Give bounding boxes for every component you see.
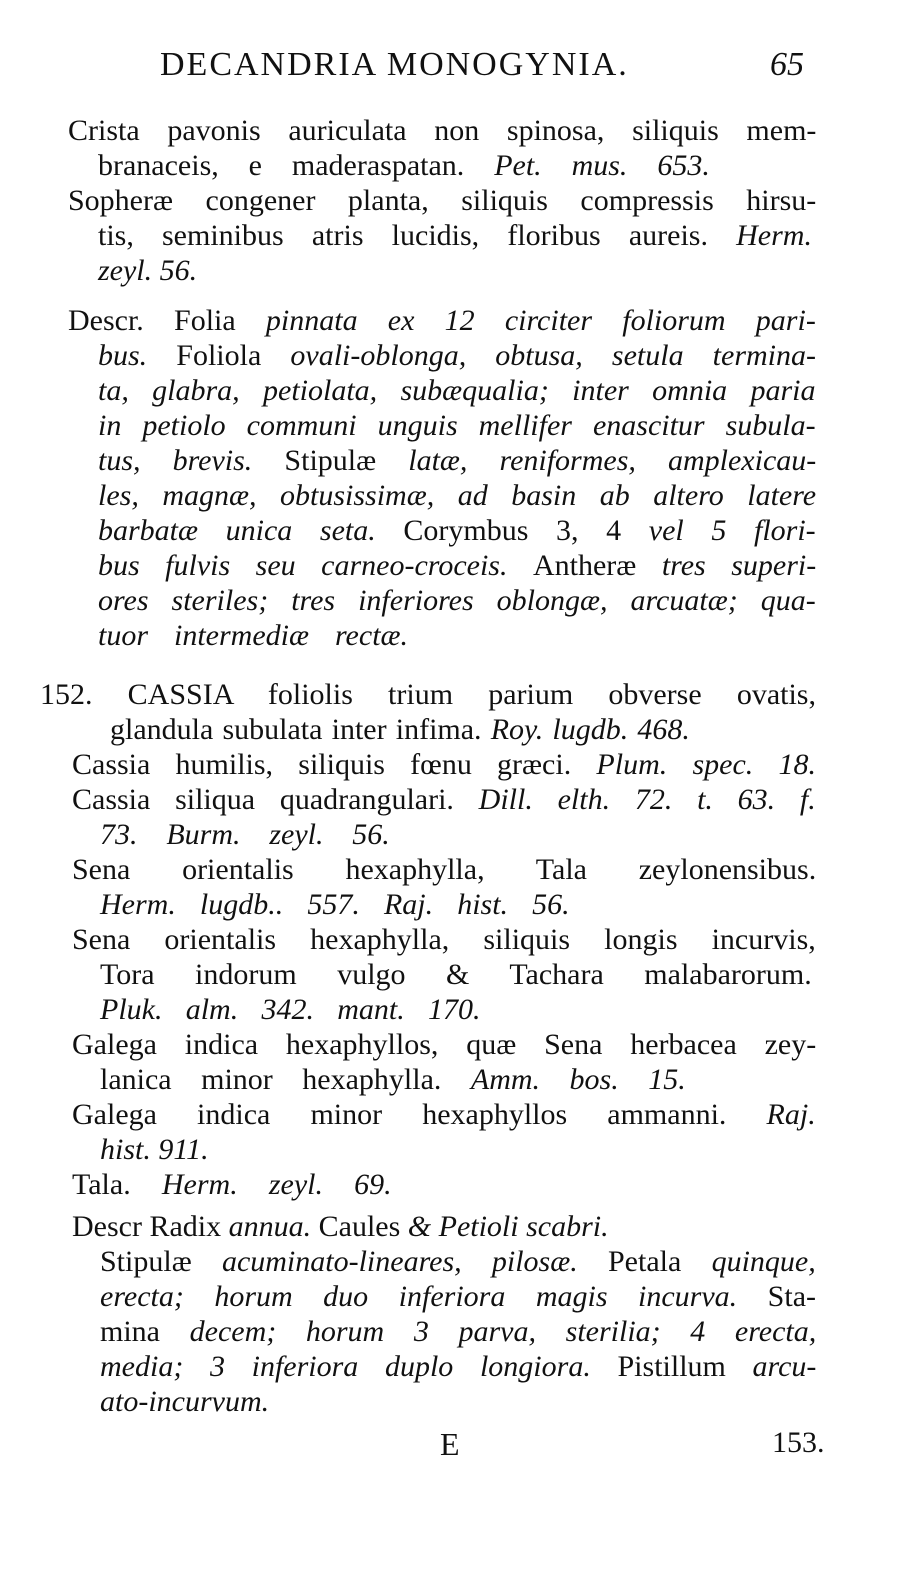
roman-segment: Foliola (176, 339, 291, 372)
italic-segment: hist. 911. (100, 1133, 209, 1166)
italic-segment: & Petioli scabri. (407, 1210, 609, 1243)
italic-segment: Pluk. alm. 342. mant. 170. (100, 993, 481, 1026)
italic-segment: acuminato-lineares, pilosæ. (221, 1245, 608, 1278)
roman-segment: branaceis, e maderaspatan. (98, 149, 495, 182)
text-line (100, 1280, 816, 1314)
italic-segment: Pet. mus. 653. (494, 149, 710, 182)
page-header (0, 46, 900, 86)
text-line (72, 748, 816, 782)
roman-segment: Antheræ (532, 549, 662, 582)
italic-segment: in petiolo communi unguis mellifer enascitur subula- (98, 409, 816, 442)
text-line (100, 1133, 209, 1167)
roman-segment: Pistillum (617, 1350, 753, 1383)
text-line (100, 1245, 816, 1279)
roman-segment: Stipulæ (284, 444, 409, 477)
italic-segment: Herm. lugdb.. 557. Raj. hist. 56. (100, 888, 570, 921)
italic-segment: vel 5 flori- (648, 514, 816, 547)
italic-segment: zeyl. 56. (98, 254, 198, 287)
roman-segment: lanica minor hexaphylla. (100, 1063, 471, 1096)
italic-segment: ores steriles; tres inferiores oblongæ, arcuatæ; qua- (98, 584, 816, 617)
roman-segment: Petala (608, 1245, 712, 1278)
page-number: 65 (770, 46, 804, 83)
roman-segment: Tala. (72, 1168, 162, 1201)
text-line (100, 993, 480, 1027)
catchword: 153. (772, 1426, 825, 1459)
text-line (100, 888, 570, 922)
text-line (98, 584, 816, 618)
text-line (100, 818, 390, 852)
text-line (72, 1098, 816, 1132)
italic-segment: arcu- (752, 1350, 817, 1383)
text-line (98, 514, 816, 548)
roman-segment: Stipulæ (100, 1245, 222, 1278)
italic-segment: ta, glabra, petiolata, subæqualia; inter omnia paria (98, 374, 816, 407)
roman-segment: Tora indorum vulgo & Tachara malabarorum. (100, 958, 812, 991)
roman-segment: Caules (318, 1210, 408, 1243)
italic-segment: bus. (98, 339, 177, 372)
roman-segment: Sena orientalis hexaphylla, Tala zeylonensibus. (72, 853, 817, 886)
italic-segment: ovali-oblonga, obtusa, setula termina- (290, 339, 816, 372)
italic-segment: Herm. zeyl. 69. (161, 1168, 392, 1201)
italic-segment: tres superi- (661, 549, 817, 582)
text-line (100, 1063, 686, 1097)
text-line (98, 254, 197, 288)
text-line (72, 783, 816, 817)
text-line (98, 549, 816, 583)
italic-segment: tuor intermediæ rectæ. (98, 619, 409, 652)
text-line (100, 1350, 816, 1384)
text-line (98, 374, 816, 408)
text-line (40, 678, 816, 712)
roman-segment: Crista pavonis auriculata non spinosa, siliquis mem- (68, 114, 817, 147)
roman-segment: Sena orientalis hexaphylla, siliquis longis incurvis, (72, 923, 816, 956)
italic-segment: Dill. elth. 72. t. 63. f. (478, 783, 816, 816)
text-line (72, 923, 816, 957)
roman-segment: Descr Radix (72, 1210, 229, 1243)
roman-segment: Galega indica minor hexaphyllos ammanni. (72, 1098, 767, 1131)
text-line (110, 713, 690, 747)
italic-segment: Amm. bos. 15. (470, 1063, 686, 1096)
text-line (98, 219, 812, 253)
italic-segment: bus fulvis seu carneo-croceis. (98, 549, 533, 582)
roman-segment: Galega indica hexaphyllos, quæ Sena herbacea zey- (72, 1028, 817, 1061)
italic-segment: annua. (228, 1210, 319, 1243)
roman-segment: Descr. Folia (68, 304, 266, 337)
roman-segment: Cassia humilis, siliquis fœnu græci. (72, 748, 597, 781)
text-line (68, 114, 816, 148)
text-line (72, 1168, 392, 1202)
roman-segment: glandula subulata inter infima. (110, 713, 491, 746)
italic-segment: media; 3 inferiora duplo longiora. (100, 1350, 618, 1383)
roman-segment: Sta- (767, 1280, 816, 1313)
italic-segment: Roy. lugdb. 468. (490, 713, 690, 746)
italic-segment: tus, brevis. (98, 444, 285, 477)
text-line (100, 1315, 816, 1349)
italic-segment: Raj. (766, 1098, 816, 1131)
italic-segment: pinnata ex 12 circiter foliorum pari- (265, 304, 816, 337)
italic-segment: 73. Burm. zeyl. 56. (100, 818, 390, 851)
text-line (72, 853, 816, 887)
running-head: DECANDRIA MONOGYNIA. (160, 46, 629, 83)
italic-segment: Herm. (736, 219, 812, 252)
signature-mark: E (440, 1426, 460, 1462)
text-line (68, 184, 816, 218)
text-line (72, 1028, 816, 1062)
roman-segment: Cassia siliqua quadrangulari. (72, 783, 479, 816)
italic-segment: quinque, (711, 1245, 816, 1278)
text-line (98, 409, 816, 443)
text-line (98, 479, 816, 513)
italic-segment: decem; horum 3 parva, sterilia; 4 erecta, (189, 1315, 817, 1348)
text-line (98, 149, 710, 183)
roman-segment: mina (100, 1315, 190, 1348)
text-line (98, 619, 408, 653)
text-line (72, 1210, 609, 1244)
italic-segment: latæ, reniformes, amplexicau- (408, 444, 817, 477)
roman-segment: 152. CASSIA foliolis trium parium obverse ovatis, (40, 678, 816, 711)
text-line (100, 958, 812, 992)
roman-segment: Sopheræ congener planta, siliquis compressis hirsu- (68, 184, 817, 217)
italic-segment: les, magnæ, obtusissimæ, ad basin ab altero latere (98, 479, 817, 512)
roman-segment: tis, seminibus atris lucidis, floribus aureis. (98, 219, 737, 252)
text-line (100, 1385, 269, 1419)
text-line (98, 444, 816, 478)
italic-segment: Plum. spec. 18. (596, 748, 816, 781)
text-line (68, 304, 816, 338)
italic-segment: barbatæ unica seta. (98, 514, 404, 547)
italic-segment: erecta; horum duo inferiora magis incurva. (100, 1280, 768, 1313)
roman-segment: Corymbus 3, 4 (403, 514, 649, 547)
italic-segment: ato-incurvum. (100, 1385, 270, 1418)
text-line (98, 339, 816, 373)
